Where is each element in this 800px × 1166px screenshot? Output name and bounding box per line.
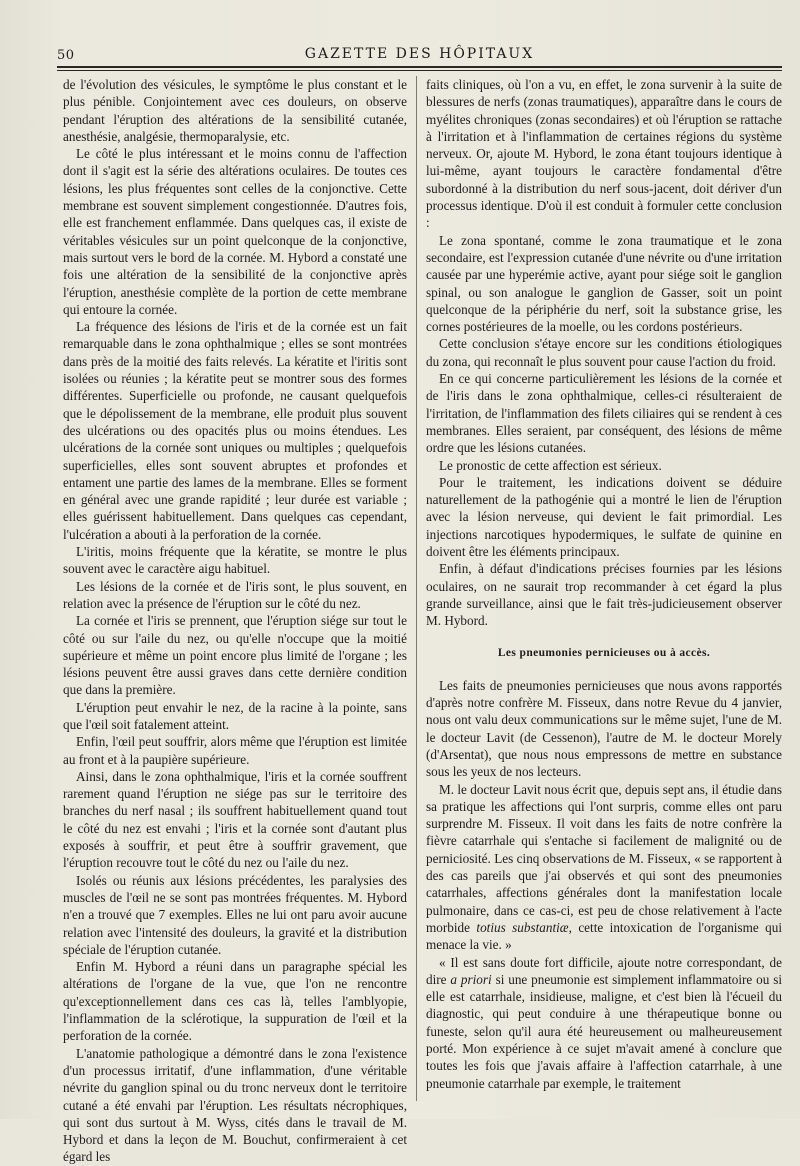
paragraph: Le zona spontané, comme le zona traumatique et le zona secondaire, est l'expression cutanée d'une névrite ou d'une irritation causée par une hyperémie active, ayant pour siége soit le ganglion spinal, ou son analogue le ganglion de Gasser, soit un point quelconque de la périphérie du nerf, soit la substance grise, les cornes postérieures de la moelle, ou les cordons postérieurs. (426, 232, 782, 335)
paragraph: L'iritis, moins fréquente que la kératite, se montre le plus souvent avec le caractère aigu habituel. (63, 544, 407, 577)
section-heading: Les pneumonies pernicieuses ou à accès. (497, 646, 711, 659)
left-column (63, 76, 407, 1165)
header-rule (57, 66, 782, 68)
header-rule-thin (57, 70, 782, 71)
text-run: si une pneumonie est simplement inflammatoire ou si elle est catarrhale, insidieuse, maligne, et c'est bien là l'écueil du diagnostic, qui peut conduire à une thérapeutique bonne ou funeste, selon qu'il aura été heureusement ou malheureusement porté. Mon expérience à ce sujet m'avait amené à conclure que toutes les fois que j'avais affaire à l'affection catarrhale, à une pneumonie catarrhale par exemple, le traitement (426, 971, 783, 1091)
text-run: « Il est sans doute fort difficile, ajoute notre correspondant, de dire (426, 954, 782, 987)
latin-phrase: a priori (450, 971, 492, 987)
running-title: GAZETTE DES HÔPITAUX (304, 46, 535, 62)
column-divider (416, 76, 417, 1101)
paragraph: Ainsi, dans le zona ophthalmique, l'iris et la cornée souffrent rarement quand l'éruption ne siége pas sur le territoire des branches du nerf nasal ; ils souffrent habituellement quand tout le côté du nez est envahi ; l'iris et la cornée sont d'autant plus exposés à souffrir, et peut être à souffrir gravement, que l'éruption recouvre tout le côté du nez ou l'aile du nez. (63, 768, 407, 871)
text-run: , cette intoxication de l'organisme qui menace la vie. » (426, 919, 783, 953)
paragraph: La fréquence des lésions de l'iris et de la cornée est un fait remarquable dans le zona ophthalmique ; elles se sont montrées dans près de la moitié des faits relevés. La kératite et l'iritis sont isolées ou réunies ; la kératite peut se montrer sous des formes différentes. Superficielle ou profonde, ne causant quelquefois que le dépolissement de la membrane, elle produit plus souvent des ulcérations ou des opacités plus ou moins étendues. Les ulcérations de la cornée sont uniques ou multiples ; quelquefois superficielles, elles sont souvent abruptes et profondes et entament une partie des lames de la membrane. Elles se forment en général avec une grande rapidité ; leur durée est variable ; elles guérissent habituellement. Dans quelques cas cependant, l'ulcération a abouti à la perforation de la cornée. (63, 319, 407, 542)
paragraph: Les faits de pneumonies pernicieuses que nous avons rapportés d'après notre confrère M. Fisseux, dans notre Revue du 4 janvier, nous ont valu deux communications sur le même sujet, l'une de M. le docteur Lavit (de Cessenon), l'autre de M. le docteur Morely (d'Arsentat), que nous nous empressons de mettre en substance sous les yeux de nos lecteurs. (426, 677, 782, 780)
paragraph: Enfin, l'œil peut souffrir, alors même que l'éruption est limitée au front et à la paupière supérieure. (63, 734, 407, 767)
page-header (57, 44, 782, 66)
paragraph: En ce qui concerne particulièrement les lésions de la cornée et de l'iris dans le zona ophthalmique, celles-ci résulteraient de l'irritation, de l'inflammation des filets ciliaires qui se rendent à ces membranes. Elles seraient, par conséquent, des lésions de même ordre que les lésions cutanées. (426, 371, 782, 456)
paragraph: Enfin M. Hybord a réuni dans un paragraphe spécial les altérations de l'organe de la vue, que l'on ne rencontre qu'exceptionnellement dans ces cas là, telles l'amblyopie, l'inflammation de la sclérotique, la suppuration de l'œil et la perforation de la cornée. (63, 959, 407, 1044)
paragraph: faits cliniques, où l'on a vu, en effet, le zona survenir à la suite de blessures de nerfs (zonas traumatiques), apparaître dans le cours de myélites chroniques (zonas secondaires) et où l'éruption se rattache à l'irritation et à l'inflammation de certaines régions du système nerveux. Or, ajoute M. Hybord, le zona étant toujours identique à lui-même, ayant toujours le caractère fondamental d'être subordonné à la distribution du nerf sous-jacent, doit dériver d'un processus identique. D'où il est conduit à formuler cette conclusion : (426, 77, 782, 231)
paragraph: Enfin, à défaut d'indications précises fournies par les lésions oculaires, on ne saurait trop recommander à cet égard la plus grande surveillance, ainsi que le fait très-judicieusement observer M. Hybord. (426, 561, 782, 629)
paragraph: Le côté le plus intéressant et le moins connu de l'affection dont il s'agit est la série des altérations oculaires. De toutes ces lésions, les plus fréquentes sont celles de la conjonctive. Cette membrane est souvent simplement congestionnée. D'autres fois, elle est franchement enflammée. Dans quelques cas, il existe de véritables vésicules sur un point quelconque de la conjonctive, mais surtout vers le bord de la cornée. M. Hybord a constaté une fois une altération de la sensibilité de la conjonctive après l'éruption, anesthésie complète de la portion de cette membrane qui entoure la cornée. (63, 146, 407, 317)
paragraph-lavit (426, 781, 782, 954)
paragraph: Cette conclusion s'étaye encore sur les conditions étiologiques du zona, qui reconnaît le plus souvent pour cause l'action du froid. (426, 336, 782, 369)
paragraph: Pour le traitement, les indications doivent se déduire naturellement de la pathogénie qui a montré le lien de l'éruption avec la lésion nerveuse, qui devient le fait primordial. Les injections narcotiques hypodermiques, le sulfate de quinine en doivent être les éléments principaux. (426, 474, 782, 560)
paragraph: La cornée et l'iris se prennent, que l'éruption siége sur tout le côté ou sur l'aile du nez, ou qu'elle n'occupe que la moitié supérieure et même un point encore plus limité de l'organe ; les lésions peuvent être aussi graves dans cette dernière condition que dans la première. (63, 613, 407, 698)
latin-phrase: totius substantiæ (476, 919, 569, 935)
paragraph: Le pronostic de cette affection est sérieux. (439, 457, 662, 473)
text-run: M. le docteur Lavit nous écrit que, depuis sept ans, il étudie dans sa pratique les affections qui l'ont surpris, comme elles ont paru surprendre M. Fisseux. Il voit dans les faits de notre confrère la fièvre catarrhale qui s'entache si facilement de malignité ou de perniciosité. Les cinq observations de M. Fisseux, « se rapportent à des cas pareils que j'ai observés et qui sont des pneumonies catarrhales, affections générales dont la manifestation locale pulmonaire, dans ce cas-ci, est peu de chose relativement à l'acte morbide (426, 781, 782, 935)
paragraph: L'éruption peut envahir le nez, de la racine à la pointe, sans que l'œil soit fatalement atteint. (63, 699, 407, 732)
paragraph: Les lésions de la cornée et de l'iris sont, le plus souvent, en relation avec la présence de l'éruption sur le côté du nez. (63, 578, 407, 611)
page-number: 50 (57, 48, 75, 63)
paragraph: de l'évolution des vésicules, le symptôme le plus constant et le plus pénible. Conjointement avec ces douleurs, on observe pendant l'éruption des altérations de la sensibilité cutanée, anesthésie, analgésie, thermoparalysie, etc. (63, 77, 407, 144)
right-column (426, 76, 782, 1106)
paragraph-last (426, 954, 782, 1092)
paragraph: Isolés ou réunis aux lésions précédentes, les paralysies des muscles de l'œil ne se sont pas montrées fréquentes. M. Hybord n'en a trouvé que 7 exemples. Elles ne lui ont paru avoir aucune relation avec l'intensité des douleurs, la gravité et la distribution spéciale de l'éruption cutanée. (63, 872, 407, 957)
paragraph: L'anatomie pathologique a démontré dans le zona l'existence d'un processus irritatif, d'une inflammation, d'une véritable névrite du ganglion spinal ou du tronc nerveux dont le territoire cutané a été envahi par l'éruption. Les résultats nécrophiques, qui sont dus surtout à M. Wyss, cités dans le travail de M. Hybord et dans la leçon de M. Bouchut, confirmeraient à cet égard les (63, 1045, 407, 1165)
